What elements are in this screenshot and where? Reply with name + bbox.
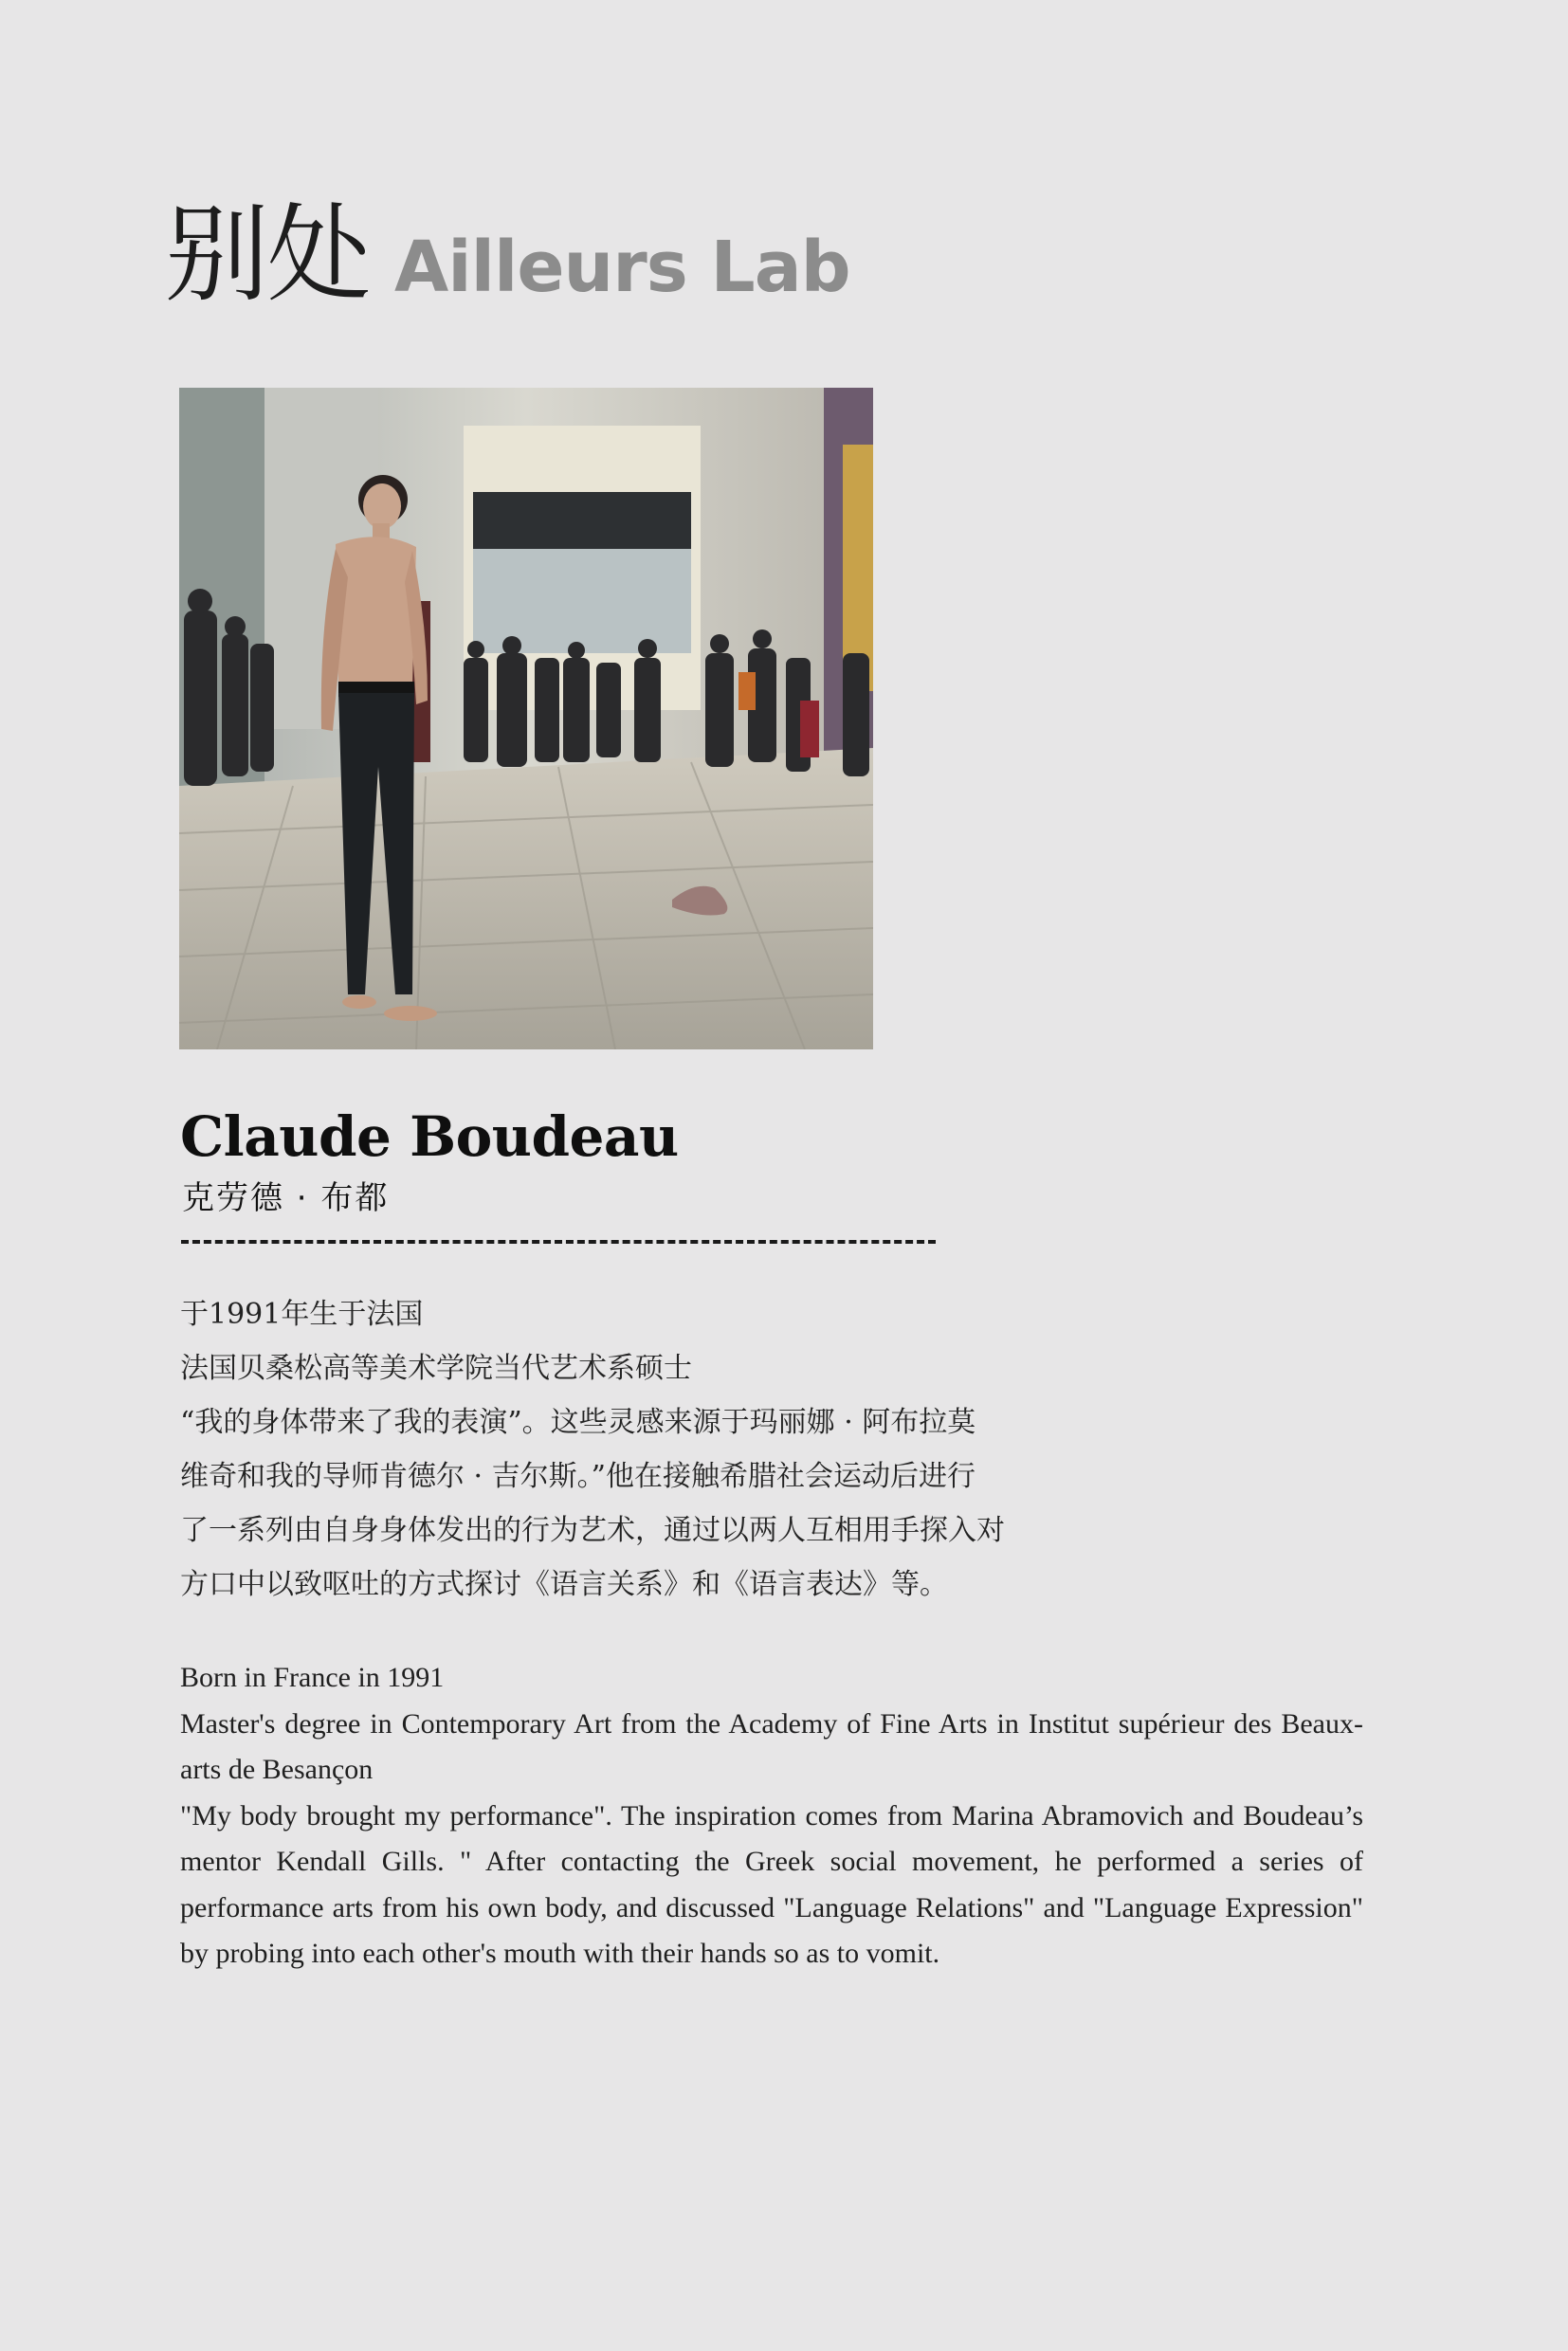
bio-cn-line: 了一系列由自身身体发出的行为艺术，通过以两人互相用手探入对	[180, 1514, 1005, 1547]
bio-cn-line: 法国贝桑松高等美术学院当代艺术系硕士	[180, 1352, 692, 1385]
bio-en-born: Born in France in 1991	[180, 1662, 445, 1693]
dashed-divider	[181, 1240, 936, 1244]
bio-en-degree: Master's degree in Contemporary Art from the Academy of Fine Arts in Institut supérieur des Beaux-arts de Besançon	[180, 1707, 1363, 1785]
artist-name-chinese: 克劳德 · 布都	[182, 1179, 390, 1217]
biography-chinese	[180, 1287, 1109, 1612]
performance-photo	[179, 388, 873, 1049]
bio-cn-line: 维奇和我的导师肯德尔 · 吉尔斯。”他在接触希腊社会运动后进行	[180, 1460, 975, 1493]
logo-english-text: Ailleurs Lab	[394, 227, 850, 308]
bio-cn-line: “我的身体带来了我的表演”。这些灵感来源于玛丽娜 · 阿布拉莫	[180, 1406, 976, 1439]
bio-cn-line: 于1991年生于法国	[180, 1298, 424, 1331]
bio-cn-line: 方口中以致呕吐的方式探讨《语言关系》和《语言表达》等。	[180, 1568, 948, 1601]
artist-name-english: Claude Boudeau	[180, 1104, 679, 1169]
logo-chinese-text: 别处	[165, 193, 370, 317]
bio-en-statement: "My body brought my performance". The inspiration comes from Marina Abramovich and Boudeau’s mentor Kendall Gills. " After contacting the Greek social movement, he performed a series of performance arts from his own body, and discussed "Language Relations" and "Language Expression" by probing into each other's mouth with their hands so as to vomit.	[180, 1799, 1363, 1969]
biography-english	[180, 1655, 1363, 1977]
performance-photo-illustration	[179, 388, 873, 1049]
brand-logo	[165, 193, 850, 317]
